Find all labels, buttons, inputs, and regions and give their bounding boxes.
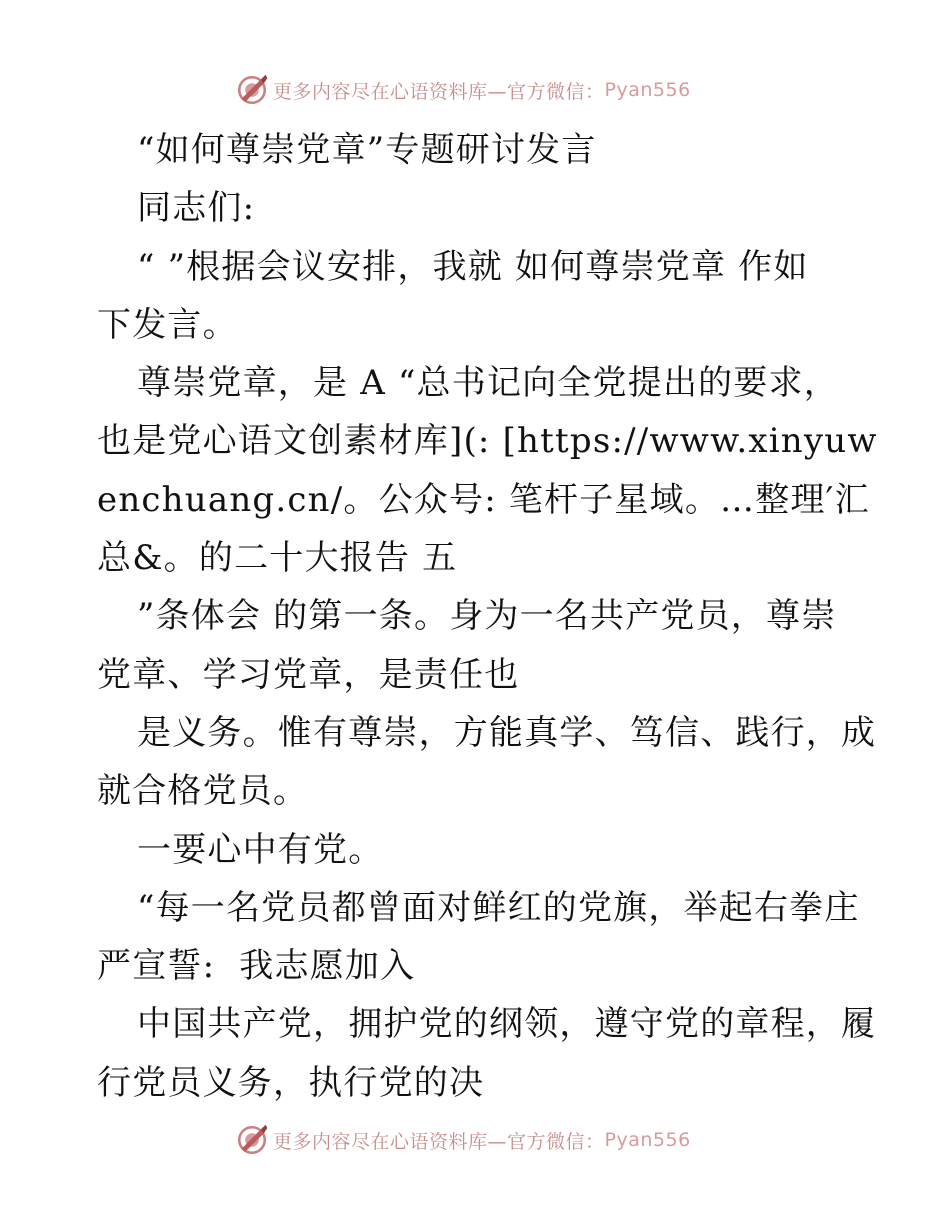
section-heading: 一要心中有党。 [137,829,384,870]
logo-icon [235,73,269,107]
salutation: 同志们: [137,188,256,229]
text-line: 也是党心语文创素材库](: [https://www.xinyuw [97,421,878,462]
text-line: “每一名党员都曾面对鲜红的党旗，举起右拳庄 [137,887,860,928]
text-line: 严宣誓: 我志愿加入 [97,946,416,987]
text-line: 行党员义务，执行党的决 [97,1062,485,1103]
text-line: 就合格党员。 [97,771,309,812]
watermark-header [235,72,795,108]
text-line: 尊崇党章，是 A “总书记向全党提出的要求， [137,363,839,404]
text-line: enchuang.cn/。公众号: 笔杆子星域。…整理′汇 [97,479,870,520]
text-line: 总&。的二十大报告 五 [97,538,458,579]
document-title: “如何尊崇党章”专题研讨发言 [137,130,597,170]
text-line: ”条体会 的第一条。身为一名共产党员，尊崇 [137,596,837,637]
text-line: “ ”根据会议安排，我就 如何尊崇党章 作如 [137,246,809,287]
text-line: 党章、学习党章，是责任也 [97,654,520,695]
watermark-footer [235,1122,795,1158]
document-body [97,121,878,1112]
watermark-text: 更多内容尽在心语资料库—官方微信： [273,1130,605,1153]
watermark-text: 更多内容尽在心语资料库—官方微信： [273,80,605,103]
watermark-id: Pyan556 [604,79,691,101]
text-line: 是义务。惟有尊崇，方能真学、笃信、践行，成 [137,712,877,753]
watermark-id: Pyan556 [604,1129,691,1151]
text-line: 下发言。 [97,304,238,345]
text-line: 中国共产党，拥护党的纲领，遵守党的章程，履 [137,1004,877,1045]
logo-icon [235,1123,269,1157]
